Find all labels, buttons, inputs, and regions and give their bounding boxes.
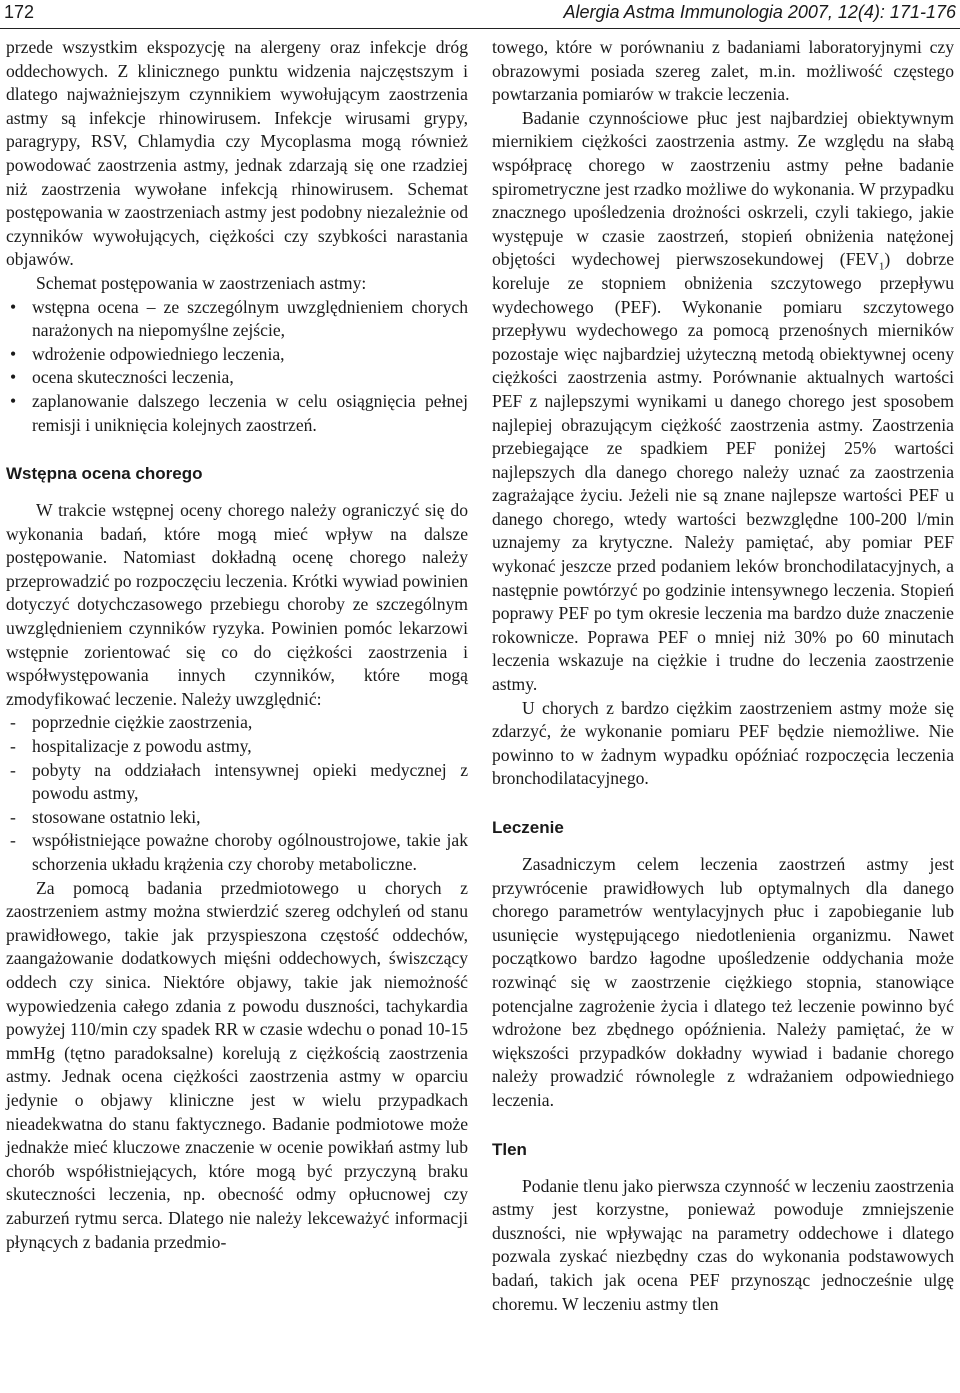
dash-item: - hospitalizacje z powodu astmy, — [6, 735, 468, 759]
section-heading-treatment: Leczenie — [492, 818, 564, 837]
right-column — [492, 36, 954, 1316]
fev-subscript: 1 — [878, 260, 885, 273]
bullet-item: • wstępna ocena – ze szczególnym uwzględnieniem chorych narażonych na niepomyślne zejście, — [6, 296, 468, 343]
bullet-item: • wdrożenie odpowiedniego leczenia, — [6, 343, 468, 367]
left-paragraph-1: przede wszystkim ekspozycję na alergeny oraz infekcje dróg oddechowych. Z klinicznego punktu widzenia najczęstszym i dlatego najważniejszym czynnikiem wywołującym zaostrzenia astmy są infekcje rhinowirusem. Infekcje wirusami grypy, paragrypy, RSV, Chlamydia czy Mycoplasma mogą również powodować zaostrzenia astmy, jednak zdarzają się one rzadziej niż zaostrzenia wywołane infekcją rhinowirusem. Schemat postępowania w zaostrzeniach astmy jest podobny niezależnie od czynników wywołujących, ciężkości czy szybkości narastania objawów. — [6, 37, 468, 270]
dash-item: - pobyty na oddziałach intensywnej opieki medycznej z powodu astmy, — [6, 759, 468, 806]
page-number: 172 — [4, 2, 35, 22]
right-paragraph-2-part-b: ) dobrze koreluje ze stopniem obniżenia szczytowego przepływu wydechowego (PEF). Wykonanie pomiaru szczytowego przepływu wydechowego za pomocą przenośnych mierników pozostaje więc najbardziej użyteczną metodą obiektywnej oceny ciężkości zaostrzenia astmy. Porównanie aktualnych wartości PEF z najlepszymi wynikami u danego chorego jest sposobem najlepiej obrazującym ciężkość zaostrzenia astmy. Zaostrzenia przebiegające ze spadkiem PEF poniżej 25% wartości najlepszych dla danego chorego należy uznać za zaostrzenia zagrażające życiu. Jeżeli nie są znane najlepsze wartości PEF u danego chorego, wtedy wartości bezwzględne 100-200 l/min uznajemy za krytyczne. Należy pamiętać, aby pomiar PEF wykonać jeszcze przed podaniem leków bronchodilatacyjnych, a następnie powtórzyć po godzinie intensywnego leczenia. Stopień poprawy PEF po tym okresie leczenia ma bardzo duże znaczenie rokownicze. Poprawa PEF o mniej niż 30% po 60 minutach leczenia wskazuje na ciężkie i trudne do leczenia zaostrzenie astmy. — [492, 249, 955, 695]
dash-item: - współistniejące poważne choroby ogólnoustrojowe, takie jak schorzenia układu krążenia czy choroby metaboliczne. — [6, 829, 468, 876]
left-column — [6, 36, 468, 1254]
right-paragraph-2 — [492, 107, 954, 697]
right-paragraph-2-part-a: Badanie czynnościowe płuc jest najbardziej obiektywnym miernikiem ciężkości zaostrzenia astmy. Ze względu na słabą współpracę chorego w zaostrzeniu astmy pełne badanie spirometryczne jest rzadko możliwe do wykonania. W przypadku znacznego upośledzenia drożności oskrzeli, czyli takiego, jakie występuje w czasie zaostrzeń, stopień obniżenia natężonej objętości wydechowej pierwszosekundowej (FEV — [492, 107, 954, 270]
section-heading-oxygen: Tlen — [492, 1139, 527, 1159]
journal-citation: Alergia Astma Immunologia 2007, 12(4): 171-176 — [563, 2, 956, 22]
right-paragraph-4: Zasadniczym celem leczenia zaostrzeń astmy jest przywrócenie prawidłowych lub optymalnych dla danego chorego parametrów wentylacyjnych płuc i zapobieganie lub usunięcie występującego niedotlenienia organizmu. Nawet początkowo bardzo łagodne upośledzenie oddychania może rozwinąć się w zaostrzenie ciężkiego stopnia, stanowiące potencjalne zagrożenie życia i dlatego też leczenie powinno być wdrożone bez zbędnego opóźnienia. Należy pamiętać, że w większości przypadków dokładny wywiad i badanie chorego należy prowadzić równolegle z wdrażaniem odpowiedniego leczenia. — [492, 854, 954, 1110]
right-paragraph-3: U chorych z bardzo ciężkim zaostrzeniem astmy może się zdarzyć, że wykonanie pomiaru PEF będzie niemożliwe. Nie powinno to w żadnym wypadku opóźniać rozpoczęcia leczenia bronchodilatacyjnego. — [492, 697, 954, 789]
left-paragraph-3: W trakcie wstępnej oceny chorego należy ograniczyć się do wykonania badań, które mogą mieć wpływ na dalsze postępowanie. Natomiast dokładną ocenę chorego należy przeprowadzić po rozpoczęciu leczenia. Krótki wywiad powinien dotyczyć dotychczasowego przebiegu choroby ze szczególnym uwzględnieniem czynników ryzyka. Powinien pomóc lekarzowi wstępnie zorientować się co do ciężkości zaostrzenia i współwystępowania innych czynników, które mogą zmodyfikować leczenie. Należy uwzględnić: — [6, 500, 468, 709]
dash-item: - stosowane ostatnio leki, — [6, 806, 468, 830]
dash-list — [6, 711, 468, 876]
bullet-item: • ocena skuteczności leczenia, — [6, 366, 468, 390]
right-paragraph-1: towego, które w porównaniu z badaniami laboratoryjnymi czy obrazowymi posiada szereg zalet, m.in. możliwość częstego powtarzania pomiarów w trakcie leczenia. — [492, 37, 954, 105]
section-heading-initial-assessment: Wstępna ocena chorego — [6, 464, 203, 484]
page-header — [0, 0, 960, 29]
right-paragraph-5: Podanie tlenu jako pierwsza czynność w leczeniu zaostrzenia astmy jest korzystne, ponieważ powoduje zmniejszenie duszności, nie wpływając na parametry oddechowe i dlatego pozwala zyskać niezbędny czas do wykonania podstawowych badań, takich jak ocena PEF przynosząc jednocześnie ulgę choremu. W leczeniu astmy tlen — [492, 1175, 954, 1314]
bullet-list — [6, 296, 468, 438]
left-paragraph-2: Schemat postępowania w zaostrzeniach astmy: — [36, 272, 367, 293]
left-paragraph-4: Za pomocą badania przedmiotowego u chorych z zaostrzeniem astmy można stwierdzić szereg odchyleń od stanu prawidłowego, takie jak przyspieszona częstość oddechów, zaangażowanie dodatkowych mięśni oddechowych, świszczący oddech czy sinica. Niektóre objawy, takie jak niemożność wypowiedzenia całego zdania z powodu duszności, tachykardia powyżej 110/min czy spadek RR w czasie wdechu o ponad 10-15 mmHg (tętno paradoksalne) korelują z ciężkością zaostrzenia astmy. Jednak ocena ciężkości zaostrzenia astmy w oparciu jedynie o objawy kliniczne jest w wielu przypadkach nieadekwatna do stanu faktycznego. Badanie podmiotowe może jednakże mieć kluczowe znaczenie w ocenie powikłań astmy lub chorób współistniejących, które mogą być przyczyną braku skuteczności leczenia, np. obecność odmy opłucnowej czy zaburzeń rytmu serca. Dlatego nie należy lekceważyć informacji płynących z badania przedmio- — [6, 877, 468, 1252]
dash-item: - poprzednie ciężkie zaostrzenia, — [6, 711, 468, 735]
bullet-item: • zaplanowanie dalszego leczenia w celu osiągnięcia pełnej remisji i uniknięcia kolejnych zaostrzeń. — [6, 390, 468, 437]
